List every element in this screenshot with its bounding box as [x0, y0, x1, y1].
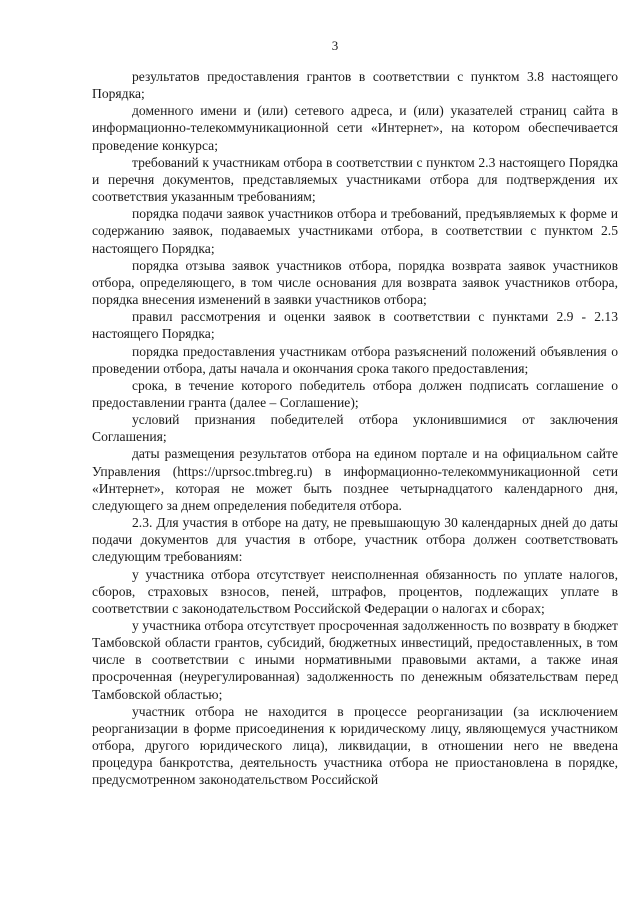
- paragraph: порядка предоставления участникам отбора разъяснений положений объявления о проведении отбора, даты начала и окончания срока такого предоставления;: [92, 343, 618, 376]
- paragraph: правил рассмотрения и оценки заявок в соответствии с пунктами 2.9 - 2.13 настоящего Порядка;: [92, 309, 618, 342]
- paragraph: у участника отбора отсутствует неисполненная обязанность по уплате налогов, сборов, страховых взносов, пеней, штрафов, процентов, подлежащих уплате в соответствии с законодательством Российской Федерации о налогах и сборах;: [92, 566, 618, 616]
- paragraph: результатов предоставления грантов в соответствии с пунктом 3.8 настоящего Порядка;: [92, 69, 618, 102]
- page-number: 3: [331, 38, 339, 53]
- paragraph: срока, в течение которого победитель отбора должен подписать соглашение о предоставлении гранта (далее – Соглашение);: [92, 377, 618, 410]
- paragraph: 2.3. Для участия в отборе на дату, не превышающую 30 календарных дней до даты подачи документов для участия в отборе, участник отбора должен соответствовать следующим требованиям:: [92, 515, 618, 565]
- paragraph: у участника отбора отсутствует просроченная задолженность по возврату в бюджет Тамбовской области грантов, субсидий, бюджетных инвестиций, предоставленных, в том числе в соответствии с иными нормативными правовыми актами, а также иная просроченная (неурегулированная) задолженность по денежным обязательствам перед Тамбовской областью;: [92, 618, 618, 702]
- paragraph: доменного имени и (или) сетевого адреса, и (или) указателей страниц сайта в информационно-телекоммуникационной сети «Интернет», на котором обеспечивается проведение конкурса;: [92, 103, 618, 153]
- paragraph: требований к участникам отбора в соответствии с пунктом 2.3 настоящего Порядка и перечня документов, представляемых участниками отбора для подтверждения их соответствия указанным требованиям;: [92, 154, 618, 205]
- document-body: [92, 68, 618, 789]
- paragraph: порядка отзыва заявок участников отбора, порядка возврата заявок участников отбора, определяющего, в том числе основания для возврата заявок участников отбора, порядка внесения изменений в заявки участников отбора;: [92, 257, 618, 308]
- paragraph: участник отбора не находится в процессе реорганизации (за исключением реорганизации в форме присоединения к юридическому лицу, являющемуся участником отбора, другого юридического лица), ликвидации, в отношении него не введена процедура банкротства, деятельность участника отбора не приостановлена в порядке, предусмотренном законодательством Российской: [92, 703, 618, 788]
- paragraph: даты размещения результатов отбора на едином портале и на официальном сайте Управления (https://uprsoc.tmbreg.ru) в информационно-телекоммуникационной сети «Интернет», которая не может быть позднее четырнадцатого календарного дня, следующего за днем определения победителя отбора.: [92, 446, 618, 513]
- paragraph: условий признания победителей отбора уклонившимися от заключения Соглашения;: [92, 412, 618, 445]
- paragraph: порядка подачи заявок участников отбора и требований, предъявляемых к форме и содержанию заявок, подаваемых участниками отбора, в соответствии с пунктом 2.5 настоящего Порядка;: [92, 206, 618, 256]
